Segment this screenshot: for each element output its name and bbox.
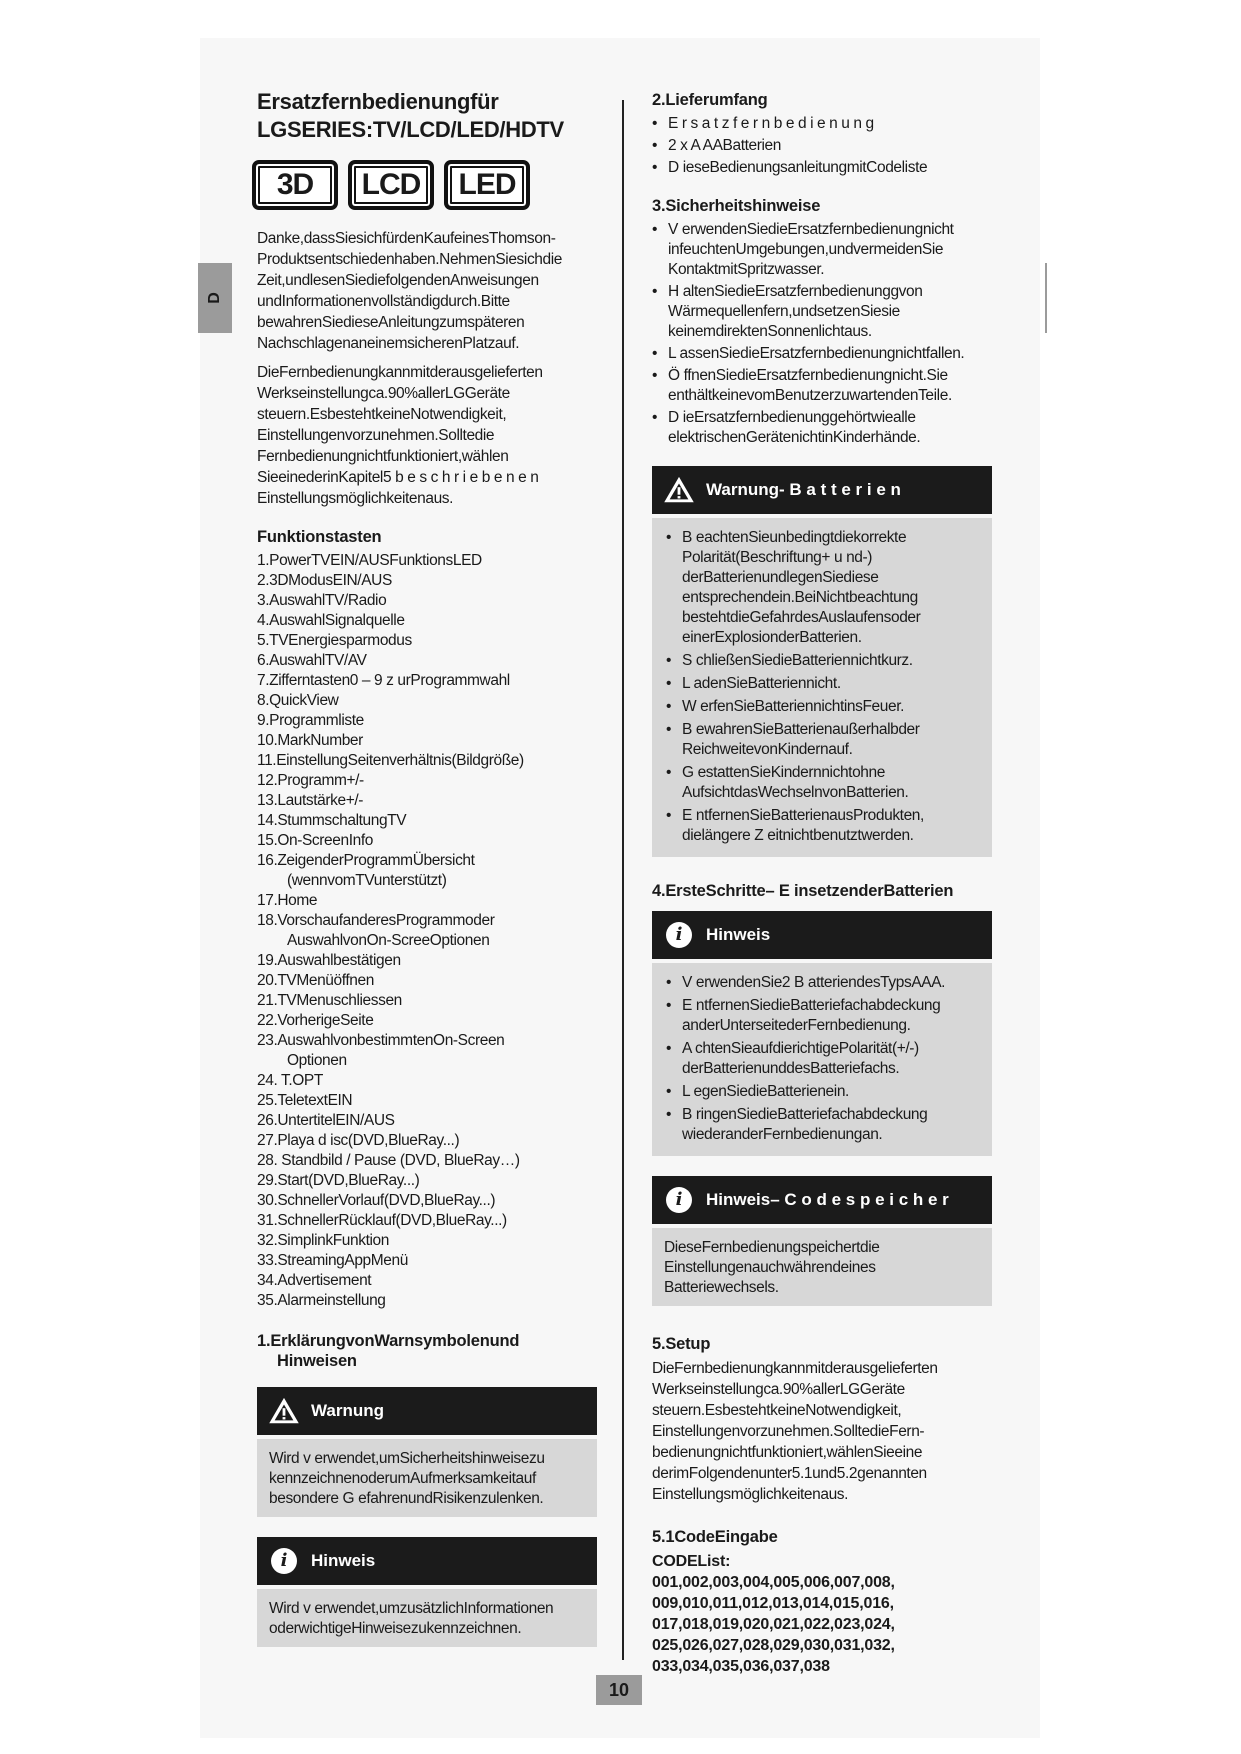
list-item: • H altenSiedieErsatzfernbedienunggvon Wärmequellenfern,undsetzenSiesie keinemdirektenSonnenlichtaus. (652, 282, 992, 342)
column-divider (622, 100, 624, 1660)
list-item: 23.AuswahlvonbestimmtenOn-Screen (257, 1032, 505, 1049)
list-item: 12.Programm+/- (257, 772, 364, 789)
list-item: 24. T.OPT (257, 1072, 323, 1089)
badge-led: LED (444, 160, 530, 210)
right-edge-marker (1045, 263, 1047, 333)
code-line: 001,002,003,004,005,006,007,008, (652, 1574, 895, 1591)
battery-warning-label: Warnung- B a t t e r i e n (706, 480, 901, 499)
list-item: 15.On-ScreenInfo (257, 832, 373, 849)
language-tab-label: D (206, 292, 223, 304)
section1-heading (257, 1331, 597, 1371)
right-column (652, 90, 992, 1677)
section2-heading: 2.Lieferumfang (652, 91, 768, 109)
list-item: 10.MarkNumber (257, 732, 363, 749)
list-item: 4.AuswahlSignalquelle (257, 612, 405, 629)
warning-description: Wird v erwendet,umSicherheitshinweisezu kennzeichnenoderumAufmerksamkeitauf besondere G efahrenundRisikenzulenken. (257, 1439, 597, 1517)
list-item: 21.TVMenuschliessen (257, 992, 402, 1009)
section1-heading-line1: 1.ErklärungvonWarnsymbolenund (257, 1332, 520, 1350)
badge-3d: 3D (252, 160, 338, 210)
list-item: 3.AuswahlTV/Radio (257, 592, 387, 609)
codespeicher-label: Hinweis– C o d e s p e i c h e r (706, 1190, 949, 1209)
list-item: 29.Start(DVD,BlueRay...) (257, 1172, 420, 1189)
list-item: Optionen (287, 1052, 347, 1069)
section4-note-label: Hinweis (706, 925, 771, 944)
title-line-1: Ersatzfernbedienungfür (257, 89, 499, 114)
list-item: 13.Lautstärke+/- (257, 792, 364, 809)
funktionstasten-list (257, 551, 597, 1311)
title-line-2: LGSERIES:TV/LCD/LED/HDTV (257, 117, 564, 142)
list-item: 33.StreamingAppMenü (257, 1252, 408, 1269)
section5-text: DieFernbedienungkannmitderausgelieferten Werkseinstellungca.90%allerLGGeräte steuern.EsbestehtkeineNotwendigkeit, Einstellungenvorzunehmen.SolltedieFern- bedienungnichtfunktioniert,wählenSieeine derimFolgendenunter5.1und5.2genannten Einstellungsmöglichkeitenaus. (652, 1360, 938, 1503)
list-item: 35.Alarmeinstellung (257, 1292, 386, 1309)
list-item: • W erfenSieBatteriennichtinsFeuer. (666, 697, 980, 717)
lieferumfang-list (652, 114, 992, 178)
list-item: • L adenSieBatteriennicht. (666, 674, 980, 694)
section5-heading: 5.Setup (652, 1335, 711, 1353)
intro-paragraph-2: DieFernbedienungkannmitderausgelieferten Werkseinstellungca.90%allerLGGeräte steuern.EsbestehtkeineNotwendigkeit, Einstellungenvorzunehmen.Solltedie Fernbedienungnichtfunktioniert,wählen SieeinederinKapitel5 b e s c h r i e b e n e n Einstellungsmöglichkeitenaus. (257, 364, 543, 507)
left-column (257, 88, 597, 1647)
list-item: 6.AuswahlTV/AV (257, 652, 367, 669)
list-item: • D ieseBedienungsanleitungmitCodeliste (652, 158, 992, 178)
list-item: • 2 x A AABatterien (652, 136, 992, 156)
list-item: • Ö ffnenSiedieErsatzfernbedienungnicht.Sie enthältkeinevomBenutzerzuwartendenTeile. (652, 366, 992, 406)
code-list (652, 1572, 992, 1677)
warning-label: Warnung (311, 1401, 385, 1420)
list-item: 31.SchnellerRücklauf(DVD,BlueRay...) (257, 1212, 507, 1229)
list-item: • B ringenSiedieBatteriefachabdeckung wiederanderFernbedienungan. (666, 1105, 980, 1145)
section4-note-box (652, 963, 992, 1156)
battery-warning-box (652, 518, 992, 857)
list-item: 9.Programmliste (257, 712, 364, 729)
warning-triangle-icon (269, 1396, 299, 1426)
codespeicher-bar (652, 1176, 992, 1224)
funktionstasten-heading: Funktionstasten (257, 528, 382, 546)
list-item: 26.UntertitelEIN/AUS (257, 1112, 395, 1129)
warning-triangle-icon (664, 475, 694, 505)
list-item: 8.QuickView (257, 692, 339, 709)
list-item: (wennvomTVunterstützt) (287, 872, 447, 889)
list-item: • V erwendenSiedieErsatzfernbedienungnicht infeuchtenUmgebungen,undvermeidenSie KontaktmitSpritzwasser. (652, 220, 992, 280)
section3-heading: 3.Sicherheitshinweise (652, 197, 821, 215)
list-item: • B ewahrenSieBatterienaußerhalbder ReichweitevonKindernauf. (666, 720, 980, 760)
info-icon: i (269, 1546, 299, 1576)
list-item: AuswahlvonOn-ScreeOptionen (287, 932, 490, 949)
list-item: • L egenSiedieBatterienein. (666, 1082, 980, 1102)
section4-note-bar (652, 911, 992, 959)
section51-heading: 5.1CodeEingabe (652, 1528, 778, 1546)
badge-lcd: LCD (348, 160, 434, 210)
batterie-einsetzen-list (666, 973, 980, 1145)
code-line: 017,018,019,020,021,022,023,024, (652, 1616, 895, 1633)
section4-heading: 4.ErsteSchritte– E insetzenderBatterien (652, 882, 954, 900)
warning-bar (257, 1387, 597, 1435)
list-item: • E ntfernenSiedieBatteriefachabdeckung anderUnterseitederFernbedienung. (666, 996, 980, 1036)
list-item: • E ntfernenSieBatterienausProdukten, dielängere Z eitnichtbenutztwerden. (666, 806, 980, 846)
list-item: 34.Advertisement (257, 1272, 372, 1289)
list-item: 18.VorschaufanderesProgrammoder (257, 912, 495, 929)
list-item: • S chließenSiedieBatteriennichtkurz. (666, 651, 980, 671)
list-item: • V erwendenSie2 B atteriendesTypsAAA. (666, 973, 980, 993)
sicherheitshinweise-list (652, 220, 992, 448)
list-item: 28. Standbild / Pause (DVD, BlueRay…) (257, 1152, 520, 1169)
code-list-label: CODEList: (652, 1553, 731, 1570)
section1-heading-line2: Hinweisen (277, 1352, 357, 1370)
list-item: 27.Playa d isc(DVD,BlueRay...) (257, 1132, 460, 1149)
battery-warning-bar (652, 466, 992, 514)
code-line: 009,010,011,012,013,014,015,016, (652, 1595, 894, 1612)
list-item: 30.SchnellerVorlauf(DVD,BlueRay...) (257, 1192, 496, 1209)
list-item: 5.TVEnergiesparmodus (257, 632, 412, 649)
note-description: Wird v erwendet,umzusätzlichInformationen oderwichtigeHinweisezukennzeichnen. (257, 1589, 597, 1647)
list-item: 1.PowerTVEIN/AUSFunktionsLED (257, 552, 482, 569)
note-label: Hinweis (311, 1551, 376, 1570)
list-item: 7.Zifferntasten0 – 9 z urProgrammwahl (257, 672, 510, 689)
feature-badges (252, 160, 597, 210)
list-item: • G estattenSieKindernnichtohne AufsichtdasWechselnvonBatterien. (666, 763, 980, 803)
list-item: 20.TVMenüöffnen (257, 972, 374, 989)
list-item: • D ieErsatzfernbedienunggehörtwiealle elektrischenGerätenichtinKinderhände. (652, 408, 992, 448)
list-item: • L assenSiedieErsatzfernbedienungnichtfallen. (652, 344, 992, 364)
info-icon: i (664, 1185, 694, 1215)
list-item: 14.StummschaltungTV (257, 812, 407, 829)
battery-warning-list (666, 528, 980, 846)
note-bar (257, 1537, 597, 1585)
list-item: 22.VorherigeSeite (257, 1012, 374, 1029)
code-line: 025,026,027,028,029,030,031,032, (652, 1637, 895, 1654)
code-line: 033,034,035,036,037,038 (652, 1658, 830, 1675)
list-item: 16.ZeigenderProgrammÜbersicht (257, 852, 475, 869)
intro-paragraph-1: Danke,dassSiesichfürdenKaufeinesThomson-Produktsentschiedenhaben.NehmenSiesichdie Zeit,undlesenSiediefolgendenAnweisungen undInformationenvollständigdurch.Bitte bewahrenSiedieseAnleitungzumspäteren NachschlagenaneinemsicherenPlatzauf. (257, 230, 563, 352)
list-item: 32.SimplinkFunktion (257, 1232, 389, 1249)
list-item: 19.Auswahlbestätigen (257, 952, 401, 969)
page-number: 10 (596, 1675, 642, 1705)
list-item: • E r s a t z f e r n b e d i e n u n g (652, 114, 992, 134)
list-item: 25.TeletextEIN (257, 1092, 353, 1109)
codespeicher-description: DieseFernbedienungspeichertdie Einstellungenauchwährendeines Batteriewechsels. (652, 1228, 992, 1306)
list-item: 17.Home (257, 892, 318, 909)
language-tab (198, 263, 232, 333)
list-item: • B eachtenSieunbedingtdiekorrekte Polarität(Beschriftung+ u nd-) derBatterienundlegenSiediese entsprechendein.BeiNichtbeachtung bestehtdieGefahrdesAuslaufensoder einerExplosionderBatterien. (666, 528, 980, 648)
list-item: 2.3DModusEIN/AUS (257, 572, 392, 589)
list-item: • A chtenSieaufdierichtigePolarität(+/-) derBatterienunddesBatteriefachs. (666, 1039, 980, 1079)
info-icon: i (664, 920, 694, 950)
list-item: 11.EinstellungSeitenverhältnis(Bildgröße) (257, 752, 524, 769)
